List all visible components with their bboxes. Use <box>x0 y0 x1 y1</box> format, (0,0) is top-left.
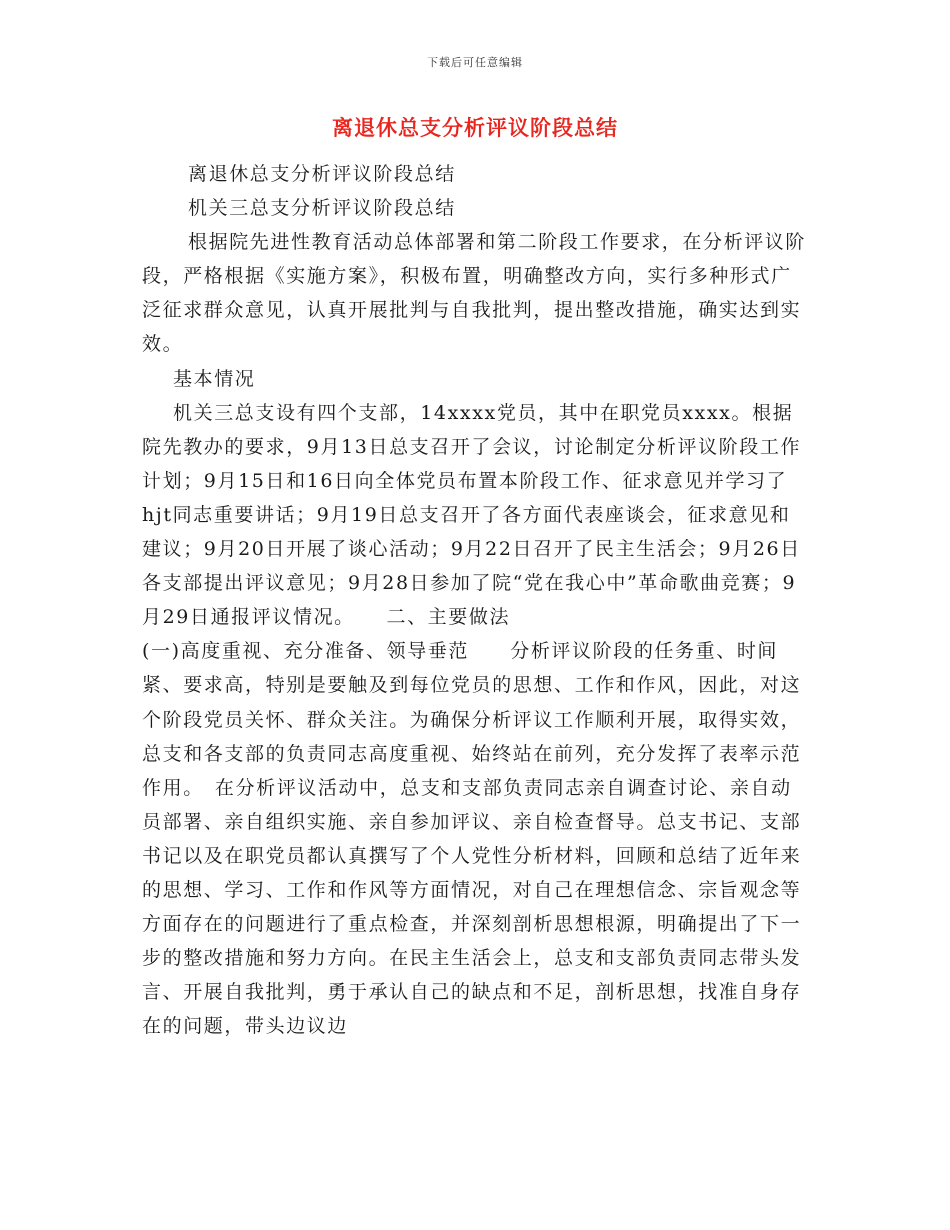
paragraph-main-practices: (一)高度重视、充分准备、领导垂范 分析评议阶段的任务重、时间紧、要求高，特别是要触及到每位党员的思想、工作和作风，因此，对这个阶段党员关怀、群众关注。为确保分析评议工作顺利开展，取得实效，总支和各支部的负责同志高度重视、始终站在前列，充分发挥了表率示范作用。 在分析评议活动中，总支和支部负责同志亲自调查讨论、亲自动员部署、亲自组织实施、亲自参加评议、亲自检查督导。总支书记、支部书记以及在职党员都认真撰写了个人党性分析材料，回顾和总结了近年来的思想、学习、工作和作风等方面情况，对自己在理想信念、宗旨观念等方面存在的问题进行了重点检查，并深刻剖析思想根源，明确提出了下一步的整改措施和努力方向。在民主生活会上，总支和支部负责同志带头发言、开展自我批判，勇于承认自己的缺点和不足，剖析思想，找准自身存在的问题，带头边议边 <box>142 640 802 1038</box>
paragraph-subtitle-1: 离退休总支分析评议阶段总结 <box>188 163 456 185</box>
document-title: 离退休总支分析评议阶段总结 <box>332 115 618 140</box>
paragraph-intro: 根据院先进性教育活动总体部署和第二阶段工作要求，在分析评议阶段，严格根据《实施方案》，积极布置，明确整改方向，实行多种形式广泛征求群众意见，认真开展批判与自我批判，提出整改措施，确实达到实效。 <box>142 231 807 356</box>
section-heading-basic: 基本情况 <box>173 367 256 390</box>
document-body <box>142 157 808 1043</box>
header-note: 下载后可任意编辑 <box>427 56 523 69</box>
paragraph-subtitle-2: 机关三总支分析评议阶段总结 <box>188 197 456 220</box>
paragraph-basic-situation: 机关三总支设有四个支部，14xxxx党员，其中在职党员xxxx。根据院先教办的要求，9月13日总支召开了会议，讨论制定分析评议阶段工作计划；9月15日和16日向全体党员布置本阶段工作、征求意见并学习了hjt同志重要讲话；9月19日总支召开了各方面代表座谈会，征求意见和建议；9月20日开展了谈心活动；9月22日召开了民主生活会；9月26日各支部提出评议意见；9月28日参加了院“党在我心中”革命歌曲竞赛；9月29日通报评议情况。 二、主要做法 <box>142 401 802 629</box>
